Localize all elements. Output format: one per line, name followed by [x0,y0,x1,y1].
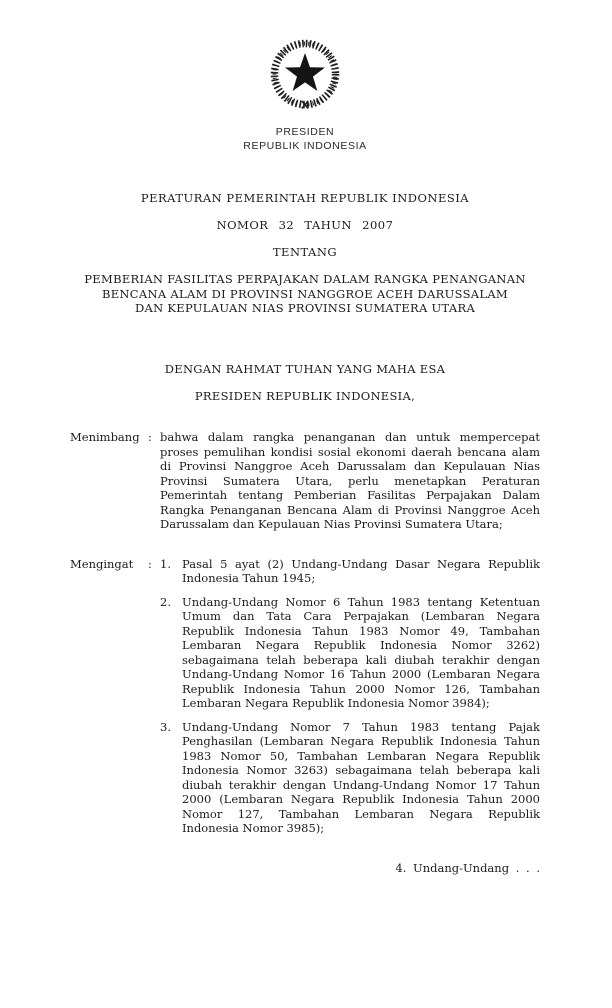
item-number: 1. [160,556,171,571]
legal-basis-list [160,557,540,836]
invocation-line: DENGAN RAHMAT TUHAN YANG MAHA ESA [164,361,446,376]
document-subject [70,272,540,316]
document-number: NOMOR 32 TAHUN 2007 [216,217,394,232]
catchword: 4. Undang-Undang . . . [395,860,540,875]
document-title: PERATURAN PEMERINTAH REPUBLIK INDONESIA [140,190,470,205]
about-label: TENTANG [272,244,338,259]
item-number: 3. [160,719,171,734]
item-text: Undang-Undang Nomor 6 Tahun 1983 tentang Ketentuan Umum dan Tata Cara Perpajakan (Lembaran Negara Republik Indonesia Tahun 1983 Nomor 49, Tambahan Lembaran Negara Republik Indonesia Nomor 3262) sebagaimana telah beberapa kali diubah terakhir dengan Undang-Undang Nomor 16 Tahun 2000 (Lembaran Negara Republik Indonesia Tahun 2000 Nomor 126, Tambahan Lembaran Negara Republik Indonesia Nomor 3984); [182,594,540,710]
legal-basis-section [70,557,540,836]
authority-line: PRESIDEN REPUBLIK INDONESIA, [194,388,416,403]
considering-label: Menimbang [70,430,140,444]
subject-line: BENCANA ALAM DI PROVINSI NANGGROE ACEH DARUSSALAM [101,286,508,301]
item-text: Undang-Undang Nomor 7 Tahun 1983 tentang Pajak Penghasilan (Lembaran Negara Republik Indonesia Tahun 1983 Nomor 50, Tambahan Lembaran Negara Republik Indonesia Nomor 3263) sebagaimana telah beberapa kali diubah terakhir dengan Undang-Undang Nomor 17 Tahun 2000 (Lembaran Negara Republik Indonesia Tahun 2000 Nomor 127, Tambahan Lembaran Negara Republik Indonesia Nomor 3985); [182,719,540,835]
legal-basis-label: Mengingat [70,556,134,571]
item-number: 2. [160,594,171,609]
legal-basis-colon: : [148,556,152,571]
list-item [160,557,540,586]
considering-section [70,430,540,532]
seal-subtitle: REPUBLIK INDONESIA [243,139,367,152]
list-item [160,595,540,711]
subject-line: PEMBERIAN FASILITAS PERPAJAKAN DALAM RANGKA PENANGANAN [84,272,526,286]
letterhead [70,33,540,153]
seal-title: PRESIDEN [275,125,335,138]
list-item [160,720,540,836]
subject-line: DAN KEPULAUAN NIAS PROVINSI SUMATERA UTARA [134,301,476,315]
considering-colon: : [148,430,152,444]
item-text: Pasal 5 ayat (2) Undang-Undang Dasar Negara Republik Indonesia Tahun 1945; [182,556,540,585]
presidential-seal-icon [264,33,346,115]
considering-text: bahwa dalam rangka penanganan dan untuk mempercepat proses pemulihan kondisi sosial ekonomi daerah bencana alam di Provinsi Nanggroe Aceh Darussalam dan Kepulauan Nias Provinsi Sumatera Utara, perlu menetapkan Peraturan Pemerintah tentang Pemberian Fasilitas Perpajakan Dalam Rangka Penanganan Bencana Alam di Provinsi Nanggroe Aceh Darussalam dan Kepulauan Nias Provinsi Sumatera Utara; [160,430,540,531]
